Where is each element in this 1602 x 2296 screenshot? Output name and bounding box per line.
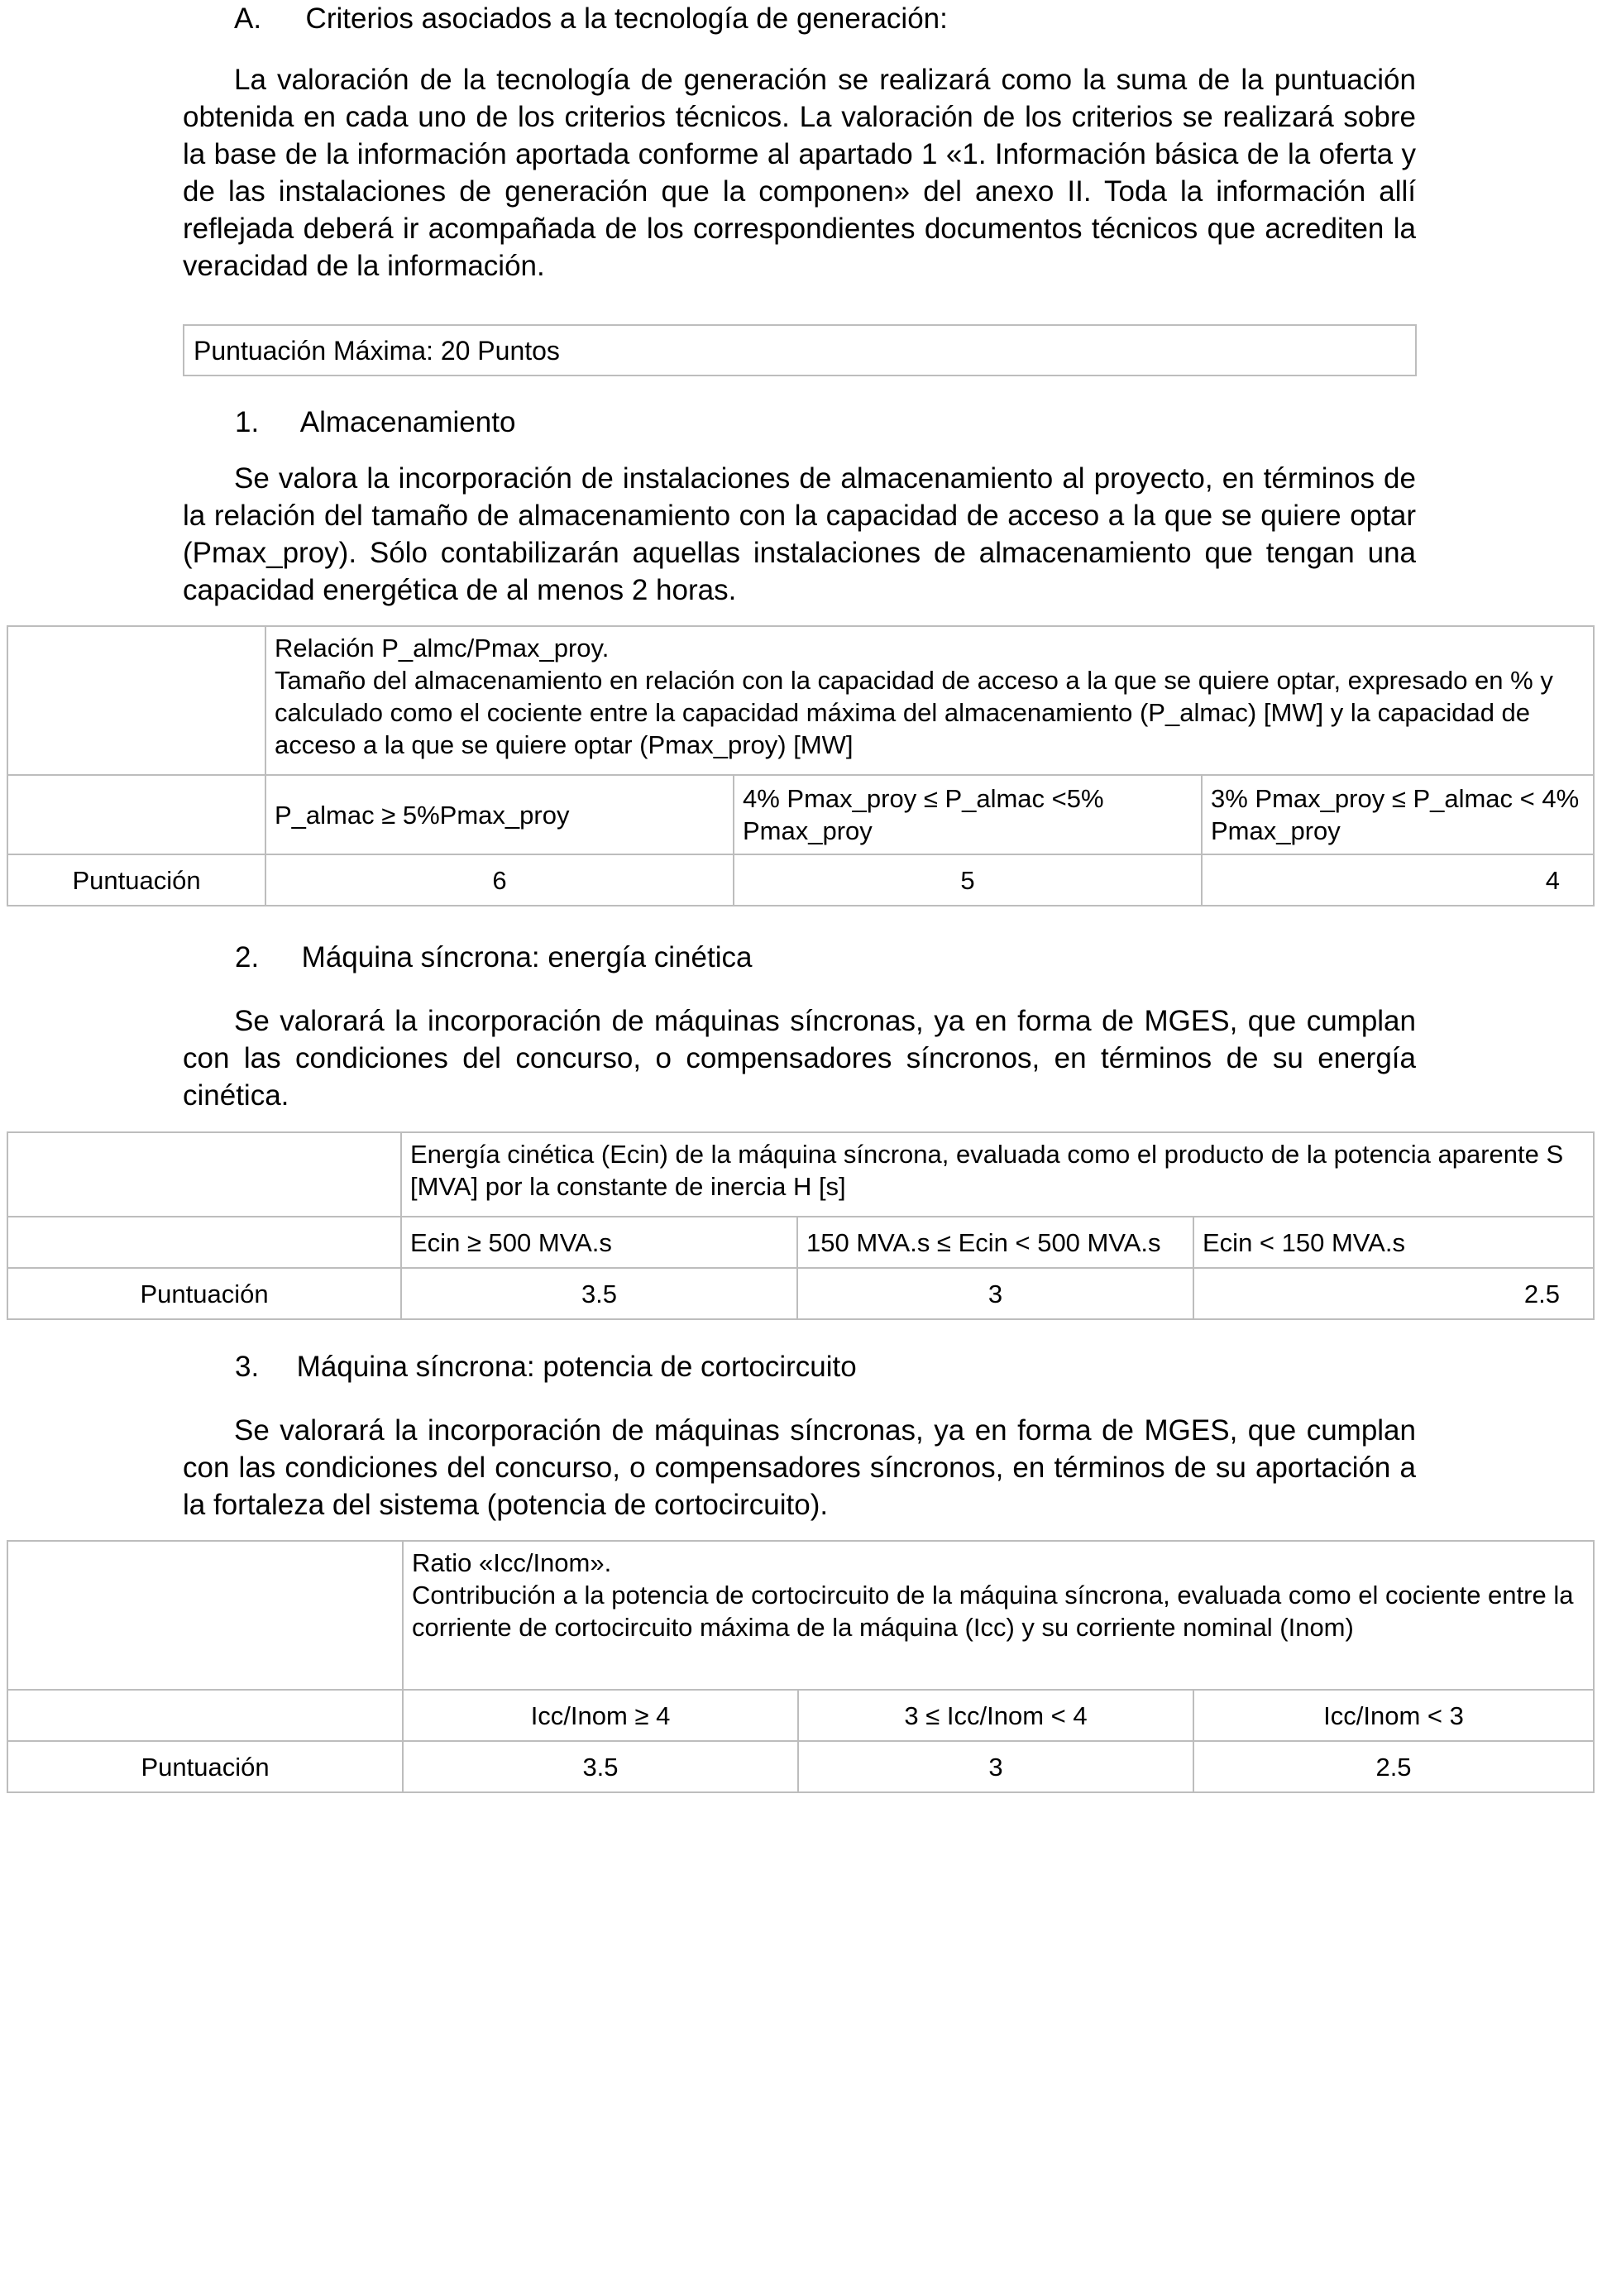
- score-cell: 4: [1202, 854, 1594, 906]
- score-cell: 2.5: [1193, 1268, 1594, 1319]
- criterion-1-table: [7, 625, 1595, 906]
- table-row: [7, 1268, 1594, 1319]
- range-cell: Icc/Inom ≥ 4: [403, 1690, 798, 1741]
- score-cell: 3.5: [403, 1741, 798, 1792]
- table-row: [7, 1132, 1594, 1217]
- range-cell: 150 MVA.s ≤ Ecin < 500 MVA.s: [797, 1217, 1193, 1268]
- description-cell: [403, 1541, 1594, 1690]
- criterion-2-paragraph: Se valorará la incorporación de máquinas síncronas, ya en forma de MGES, que cumplan con las condiciones del concurso, o compensadores síncronos, en términos de su energía cinética.: [183, 1005, 1416, 1112]
- empty-cell: [7, 1132, 401, 1217]
- section-a-heading: [234, 0, 948, 37]
- criterion-3-table: [7, 1540, 1595, 1793]
- table-row: [7, 854, 1594, 906]
- empty-cell: [7, 1541, 403, 1690]
- score-cell: 5: [734, 854, 1202, 906]
- empty-cell: [7, 775, 265, 854]
- table-row: [7, 775, 1594, 854]
- criterion-2-title: Máquina síncrona: energía cinética: [301, 941, 753, 973]
- description-cell: [401, 1132, 1594, 1217]
- score-cell: 6: [265, 854, 734, 906]
- criterion-2-heading: [235, 939, 752, 976]
- table-row: [7, 1217, 1594, 1268]
- empty-cell: [7, 626, 265, 775]
- max-score-box: Puntuación Máxima: 20 Puntos: [183, 324, 1417, 376]
- score-label: Puntuación: [7, 854, 265, 906]
- description-body: Tamaño del almacenamiento en relación con la capacidad de acceso a la que se quiere optar, expresado en % y calculado como el cociente entre la capacidad máxima del almacenamiento (P_almac) [MW] y la capacidad de acceso a la que se quiere optar (Pmax_proy) [MW]: [275, 666, 1553, 759]
- score-label: Puntuación: [7, 1268, 401, 1319]
- criterion-2-table: [7, 1131, 1595, 1320]
- table-row: [7, 626, 1594, 775]
- score-cell: 3: [798, 1741, 1193, 1792]
- table-row: [7, 1541, 1594, 1690]
- description-cell: [265, 626, 1594, 775]
- table-row: [7, 1690, 1594, 1741]
- table-row: [7, 1741, 1594, 1792]
- criterion-1-number: 1.: [235, 406, 260, 438]
- score-cell: 2.5: [1193, 1741, 1594, 1792]
- description-body: Energía cinética (Ecin) de la máquina síncrona, evaluada como el producto de la potencia aparente S [MVA] por la constante de inercia H [s]: [410, 1140, 1564, 1201]
- criterion-3-number: 3.: [235, 1351, 260, 1383]
- description-body: Contribución a la potencia de cortocircuito de la máquina síncrona, evaluada como el cociente entre la corriente de cortocircuito máxima de la máquina (Icc) y su corriente nominal (Inom): [412, 1581, 1574, 1642]
- range-cell: 4% Pmax_proy ≤ P_almac <5% Pmax_proy: [734, 775, 1202, 854]
- criterion-1-heading: [235, 404, 515, 441]
- score-cell: 3: [797, 1268, 1193, 1319]
- section-a-paragraph: La valoración de la tecnología de generación se realizará como la suma de la puntuación obtenida en cada uno de los criterios técnicos. La valoración de los criterios se realizará sobre la base de la información aportada conforme al apartado 1 «1. Información básica de la oferta y de las instalaciones de generación que la componen» del anexo II. Toda la información allí reflejada deberá ir acompañada de los correspondientes documentos técnicos que acrediten la veracidad de la información.: [183, 64, 1416, 282]
- criterion-3-paragraph: Se valorará la incorporación de máquinas síncronas, ya en forma de MGES, que cumplan con las condiciones del concurso, o compensadores síncronos, en términos de su aportación a la fortaleza del sistema (potencia de cortocircuito).: [183, 1414, 1416, 1521]
- criterion-2-number: 2.: [235, 941, 260, 973]
- range-cell: P_almac ≥ 5%Pmax_proy: [265, 775, 734, 854]
- criterion-1-title: Almacenamiento: [299, 406, 516, 438]
- criterion-3-heading: [235, 1348, 857, 1385]
- criterion-3-title: Máquina síncrona: potencia de cortocircuito: [296, 1351, 857, 1383]
- description-title: Ratio «Icc/Inom».: [412, 1548, 612, 1577]
- empty-cell: [7, 1217, 401, 1268]
- range-cell: Ecin < 150 MVA.s: [1193, 1217, 1594, 1268]
- range-cell: 3% Pmax_proy ≤ P_almac < 4% Pmax_proy: [1202, 775, 1594, 854]
- range-cell: Icc/Inom < 3: [1193, 1690, 1594, 1741]
- criterion-1-paragraph: Se valora la incorporación de instalaciones de almacenamiento al proyecto, en términos de la relación del tamaño de almacenamiento con la capacidad de acceso a la que se quiere optar (Pmax_proy). Sólo contabilizarán aquellas instalaciones de almacenamiento que tengan una capacidad energética de al menos 2 horas.: [183, 462, 1416, 606]
- section-a-marker: A.: [234, 2, 262, 35]
- description-title: Relación P_almc/Pmax_proy.: [275, 634, 610, 662]
- section-a-title: Criterios asociados a la tecnología de generación:: [305, 2, 948, 35]
- score-cell: 3.5: [401, 1268, 797, 1319]
- range-cell: Ecin ≥ 500 MVA.s: [401, 1217, 797, 1268]
- empty-cell: [7, 1690, 403, 1741]
- range-cell: 3 ≤ Icc/Inom < 4: [798, 1690, 1193, 1741]
- score-label: Puntuación: [7, 1741, 403, 1792]
